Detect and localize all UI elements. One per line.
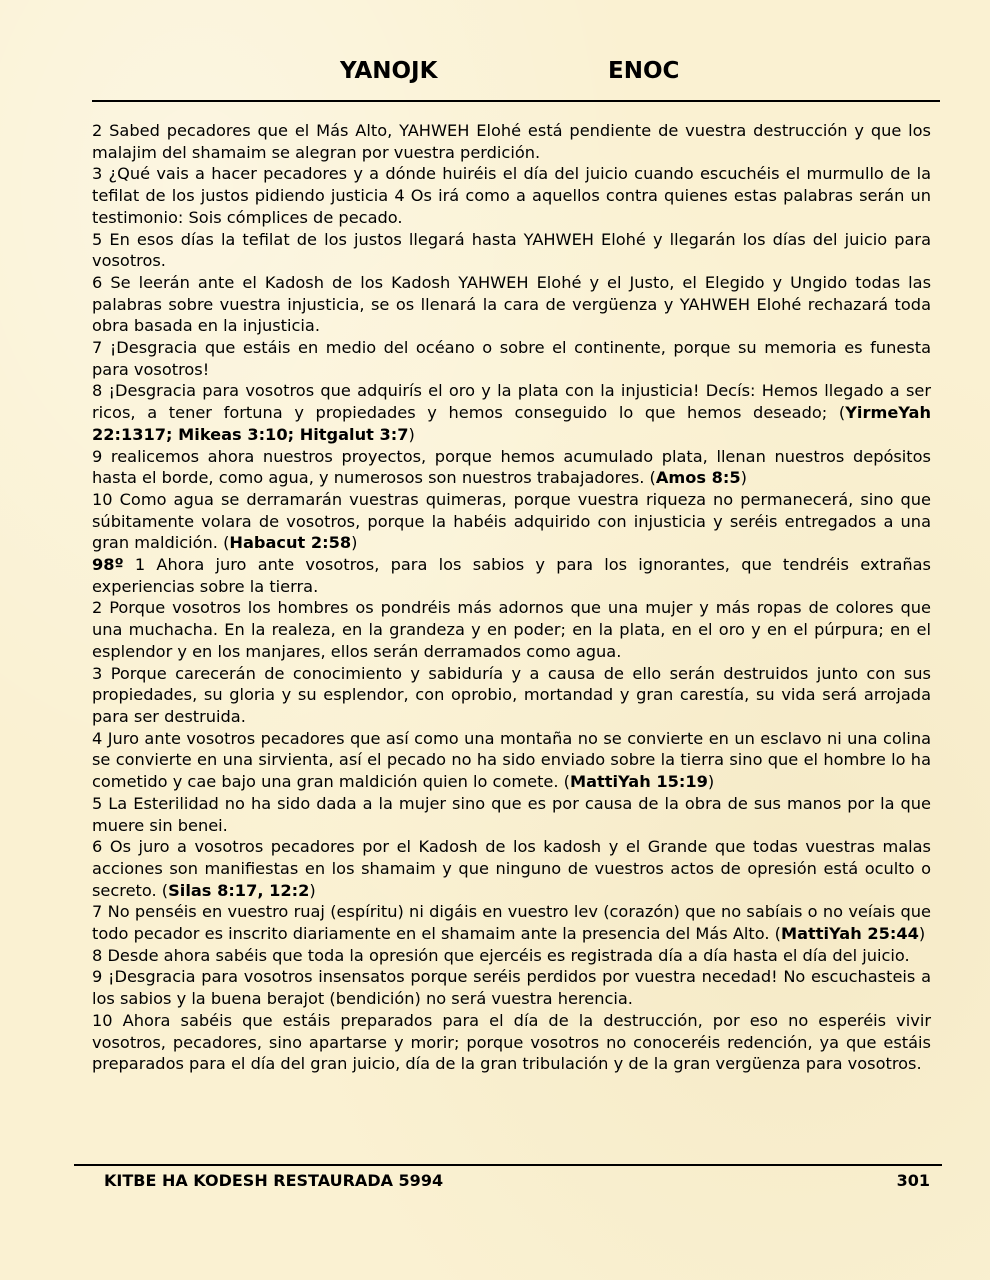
page-number: 301 [896, 1171, 930, 1190]
verse-paragraph: 8 Desde ahora sabéis que toda la opresión que ejercéis es registrada día a día hasta el día del juicio. [92, 945, 910, 965]
verse-paragraph: 10 Como agua se derramarán vuestras quimeras, porque vuestra riqueza no permanecerá, sino que súbitamente volara de vosotros, porque la habéis adquirido con injusticia y seréis entregados a una gran maldición. (Habacut 2:58) [92, 489, 931, 553]
verse-paragraph: 2 Sabed pecadores que el Más Alto, YAHWEH Elohé está pendiente de vuestra destrucción y que los malajim del shamaim se alegran por vuestra perdición. [92, 121, 931, 162]
scripture-reference: Habacut 2:58 [229, 533, 352, 553]
header-right-title: ENOC [608, 58, 680, 84]
verse-paragraph: 7 ¡Desgracia que estáis en medio del océano o sobre el continente, porque su memoria es funesta para vosotros! [92, 338, 931, 379]
scripture-reference: MattiYah 15:19 [569, 772, 708, 792]
page-header [92, 58, 940, 90]
header-divider [92, 100, 940, 102]
verse-paragraph: 6 Se leerán ante el Kadosh de los Kadosh YAHWEH Elohé y el Justo, el Elegido y Ungido todas las palabras sobre vuestra injusticia, se os llenará la cara de vergüenza y YAHWEH Elohé rechazará toda obra basada en la injusticia. [92, 272, 931, 336]
verse-paragraph: 9 ¡Desgracia para vosotros insensatos porque seréis perdidos por vuestra necedad! No escuchasteis a los sabios y la buena berajot (bendición) no será vuestra herencia. [92, 967, 931, 1009]
verse-paragraph: 10 Ahora sabéis que estáis preparados para el día de la destrucción, por eso no esperéis vivir vosotros, pecadores, sino apartarse y morir; porque vosotros no conoceréis redención, ya que estáis preparados para el día del gran juicio, día de la gran tribulación y de la gran vergüenza para vosotros. [92, 1010, 931, 1074]
scripture-reference: Silas 8:17, 12:2 [168, 880, 310, 900]
verse-paragraph: 4 Juro ante vosotros pecadores que así como una montaña no se convierte en un esclavo ni una colina se convierte en una sirvienta, así el pecado no ha sido enviado sobre la tierra sino que el hombre lo ha cometido y cae bajo una gran maldición quien lo comete. (MattiYah 15:19) [92, 728, 931, 792]
scripture-reference: Amos 8:5 [655, 468, 741, 488]
footer-book-title: KITBE HA KODESH RESTAURADA 5994 [104, 1171, 444, 1190]
verse-paragraph: 98º 1 Ahora juro ante vosotros, para los sabios y para los ignorantes, que tendréis extrañas experiencias sobre la tierra. [92, 555, 931, 596]
body-text [92, 120, 931, 1075]
verse-paragraph: 6 Os juro a vosotros pecadores por el Kadosh de los kadosh y el Grande que todas vuestras malas acciones son manifiestas en los shamaim y que ninguno de vuestros actos de opresión está oculto o secreto. (Silas 8:17, 12:2) [92, 837, 931, 900]
header-left-title: YANOJK [340, 58, 438, 84]
footer-divider [74, 1164, 942, 1166]
verse-paragraph: 9 realicemos ahora nuestros proyectos, porque hemos acumulado plata, llenan nuestros depósitos hasta el borde, como agua, y numerosos son nuestros trabajadores. (Amos 8:5) [92, 446, 931, 488]
verse-paragraph: 3 Porque carecerán de conocimiento y sabiduría y a causa de ello serán destruidos junto con sus propiedades, su gloria y su esplendor, con oprobio, mortandad y gran carestía, su vida será arrojada para ser destruida. [92, 663, 931, 726]
page-footer [104, 1171, 930, 1195]
verse-paragraph: 3 ¿Qué vais a hacer pecadores y a dónde huiréis el día del juicio cuando escuchéis el murmullo de la tefilat de los justos pidiendo justicia 4 Os irá como a aquellos contra quienes estas palabras serán un testimonio: Sois cómplices de pecado. [92, 164, 931, 227]
verse-paragraph: 5 En esos días la tefilat de los justos llegará hasta YAHWEH Elohé y llegarán los días del juicio para vosotros. [92, 229, 931, 271]
scripture-reference: YirmeYah 22:1317; Mikeas 3:10; Hitgalut 3:7 [92, 403, 931, 444]
verse-paragraph: 5 La Esterilidad no ha sido dada a la mujer sino que es por causa de la obra de sus manos por la que muere sin benei. [92, 793, 931, 835]
verse-paragraph: 2 Porque vosotros los hombres os pondréis más adornos que una mujer y más ropas de colores que una muchacha. En la realeza, en la grandeza y en poder; en la plata, en el oro y en el púrpura; en el esplendor y en los manjares, ellos serán derramados como agua. [92, 598, 931, 661]
verse-paragraph: 8 ¡Desgracia para vosotros que adquirís el oro y la plata con la injusticia! Decís: Hemos llegado a ser ricos, a tener fortuna y propiedades y hemos conseguido lo que hemos deseado; (YirmeYah 22:1317; Mikeas 3:10; Hitgalut 3:7) [92, 381, 931, 444]
chapter-number: 98º [92, 555, 124, 575]
scripture-reference: MattiYah 25:44 [781, 924, 919, 944]
verse-paragraph: 7 No penséis en vuestro ruaj (espíritu) ni digáis en vuestro lev (corazón) que no sabíais o no veíais que todo pecador es inscrito diariamente en el shamaim ante la presencia del Más Alto. (MattiYah 25:44) [92, 902, 931, 944]
